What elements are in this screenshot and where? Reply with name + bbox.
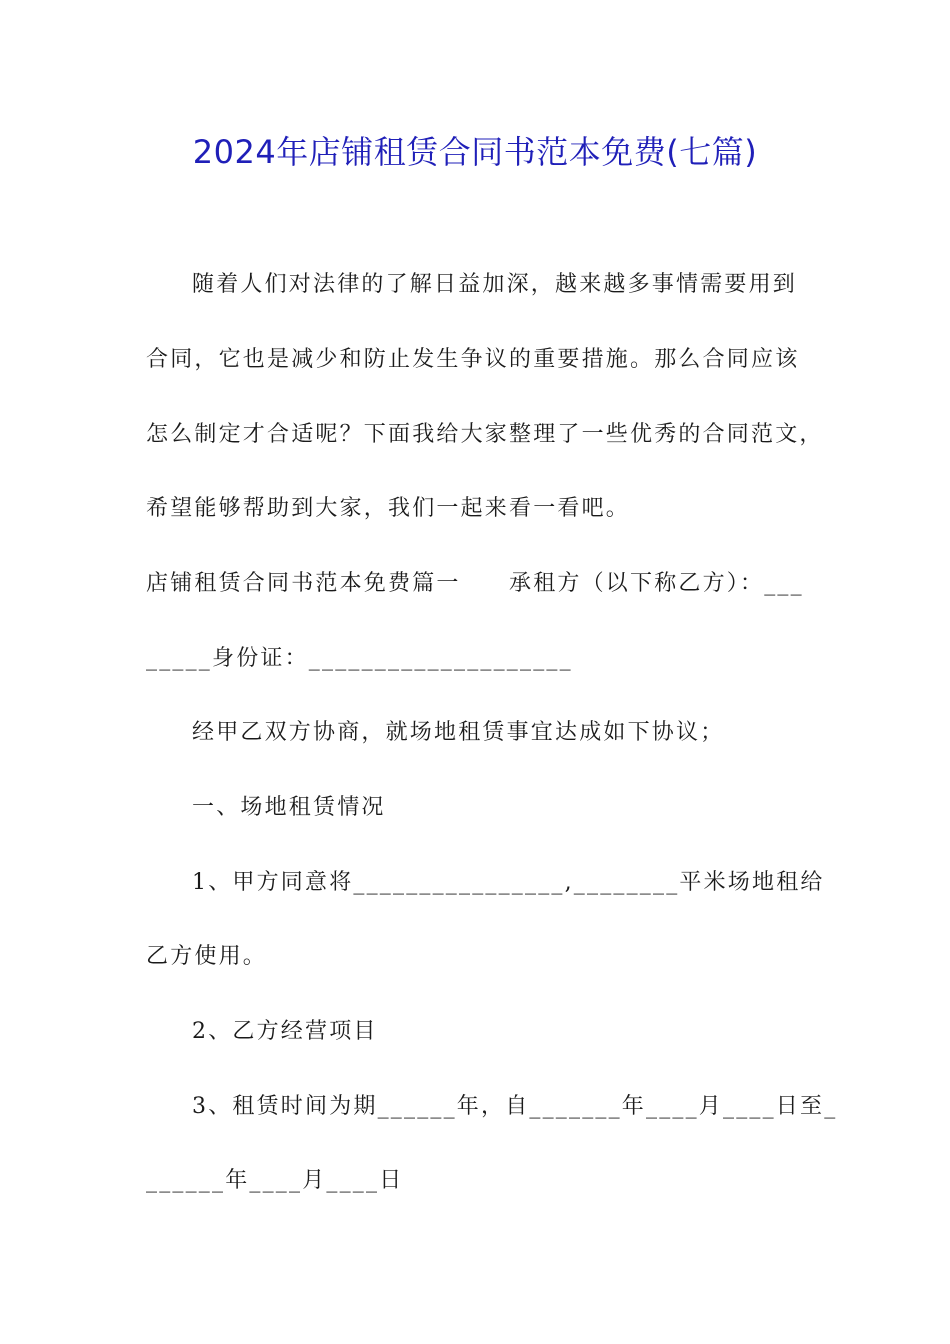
clause-line: 1、甲方同意将________________,________平米场地租给 [192,870,825,895]
paragraph-line: 怎么制定才合适呢？下面我给大家整理了一些优秀的合同范文， [146,422,824,447]
clause-line: 乙方使用。 [146,944,268,969]
section-heading: 一、场地租赁情况 [192,795,386,820]
paragraph-line: 随着人们对法律的了解日益加深，越来越多事情需要用到 [192,272,798,297]
clause-line: ______年____月____日 [146,1168,404,1193]
paragraph-line: 合同，它也是减少和防止发生争议的重要措施。那么合同应该 [146,347,800,372]
clause-line: 2、乙方经营项目 [192,1019,378,1044]
clause-line: 3、租赁时间为期______年，自_______年____月____日至_ [192,1094,838,1119]
paragraph-line: 经甲乙双方协商，就场地租赁事宜达成如下协议； [192,720,725,745]
paragraph-line: _____身份证：____________________ [146,646,573,671]
paragraph-line: 希望能够帮助到大家，我们一起来看一看吧。 [146,496,631,521]
paragraph-line: 店铺租赁合同书范本免费篇一 承租方（以下称乙方）：___ [146,571,804,596]
document-title: 2024年店铺租赁合同书范本免费(七篇) [192,133,758,171]
